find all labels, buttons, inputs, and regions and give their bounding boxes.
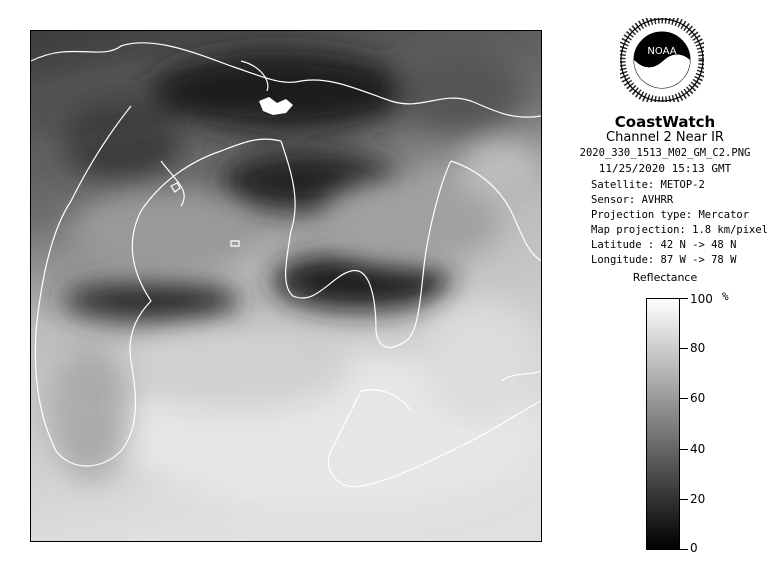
brand-title: CoastWatch [614,113,716,131]
projection-label: Projection type: Mercator [591,209,750,221]
scale-tick [680,398,688,399]
latitude-label: Latitude : 42 N -> 48 N [591,239,737,251]
filename-label: 2020_330_1513_M02_GM_C2.PNG [579,147,751,159]
scale-unit: % [722,290,729,303]
satellite-label: Satellite: METOP-2 [591,179,705,191]
logo-text: NOAA [647,46,677,57]
scale-tick [680,549,688,550]
longitude-label: Longitude: 87 W -> 78 W [591,254,737,266]
scale-tick [680,499,688,500]
scale-tick-label: 100 [690,292,713,306]
scale-tick [680,348,688,349]
scale-tick-label: 0 [690,541,698,555]
scale-tick-label: 40 [690,442,706,456]
scale-title: Reflectance [632,271,698,284]
channel-label: Channel 2 Near IR [606,130,724,145]
noaa-logo-icon [620,18,704,102]
scale-tick [680,449,688,450]
scale-tick-label: 60 [690,391,706,405]
map-projection-label: Map projection: 1.8 km/pixel [591,224,769,236]
scale-tick [680,298,688,299]
sensor-label: Sensor: AVHRR [591,194,674,206]
scale-tick-label: 20 [690,492,706,506]
scale-tick-label: 80 [690,341,706,355]
reflectance-image [31,31,541,541]
datetime-label: 11/25/2020 15:13 GMT [598,162,732,175]
noaa-logo [620,18,704,102]
satellite-map[interactable] [30,30,542,542]
reflectance-colorbar [646,298,680,550]
